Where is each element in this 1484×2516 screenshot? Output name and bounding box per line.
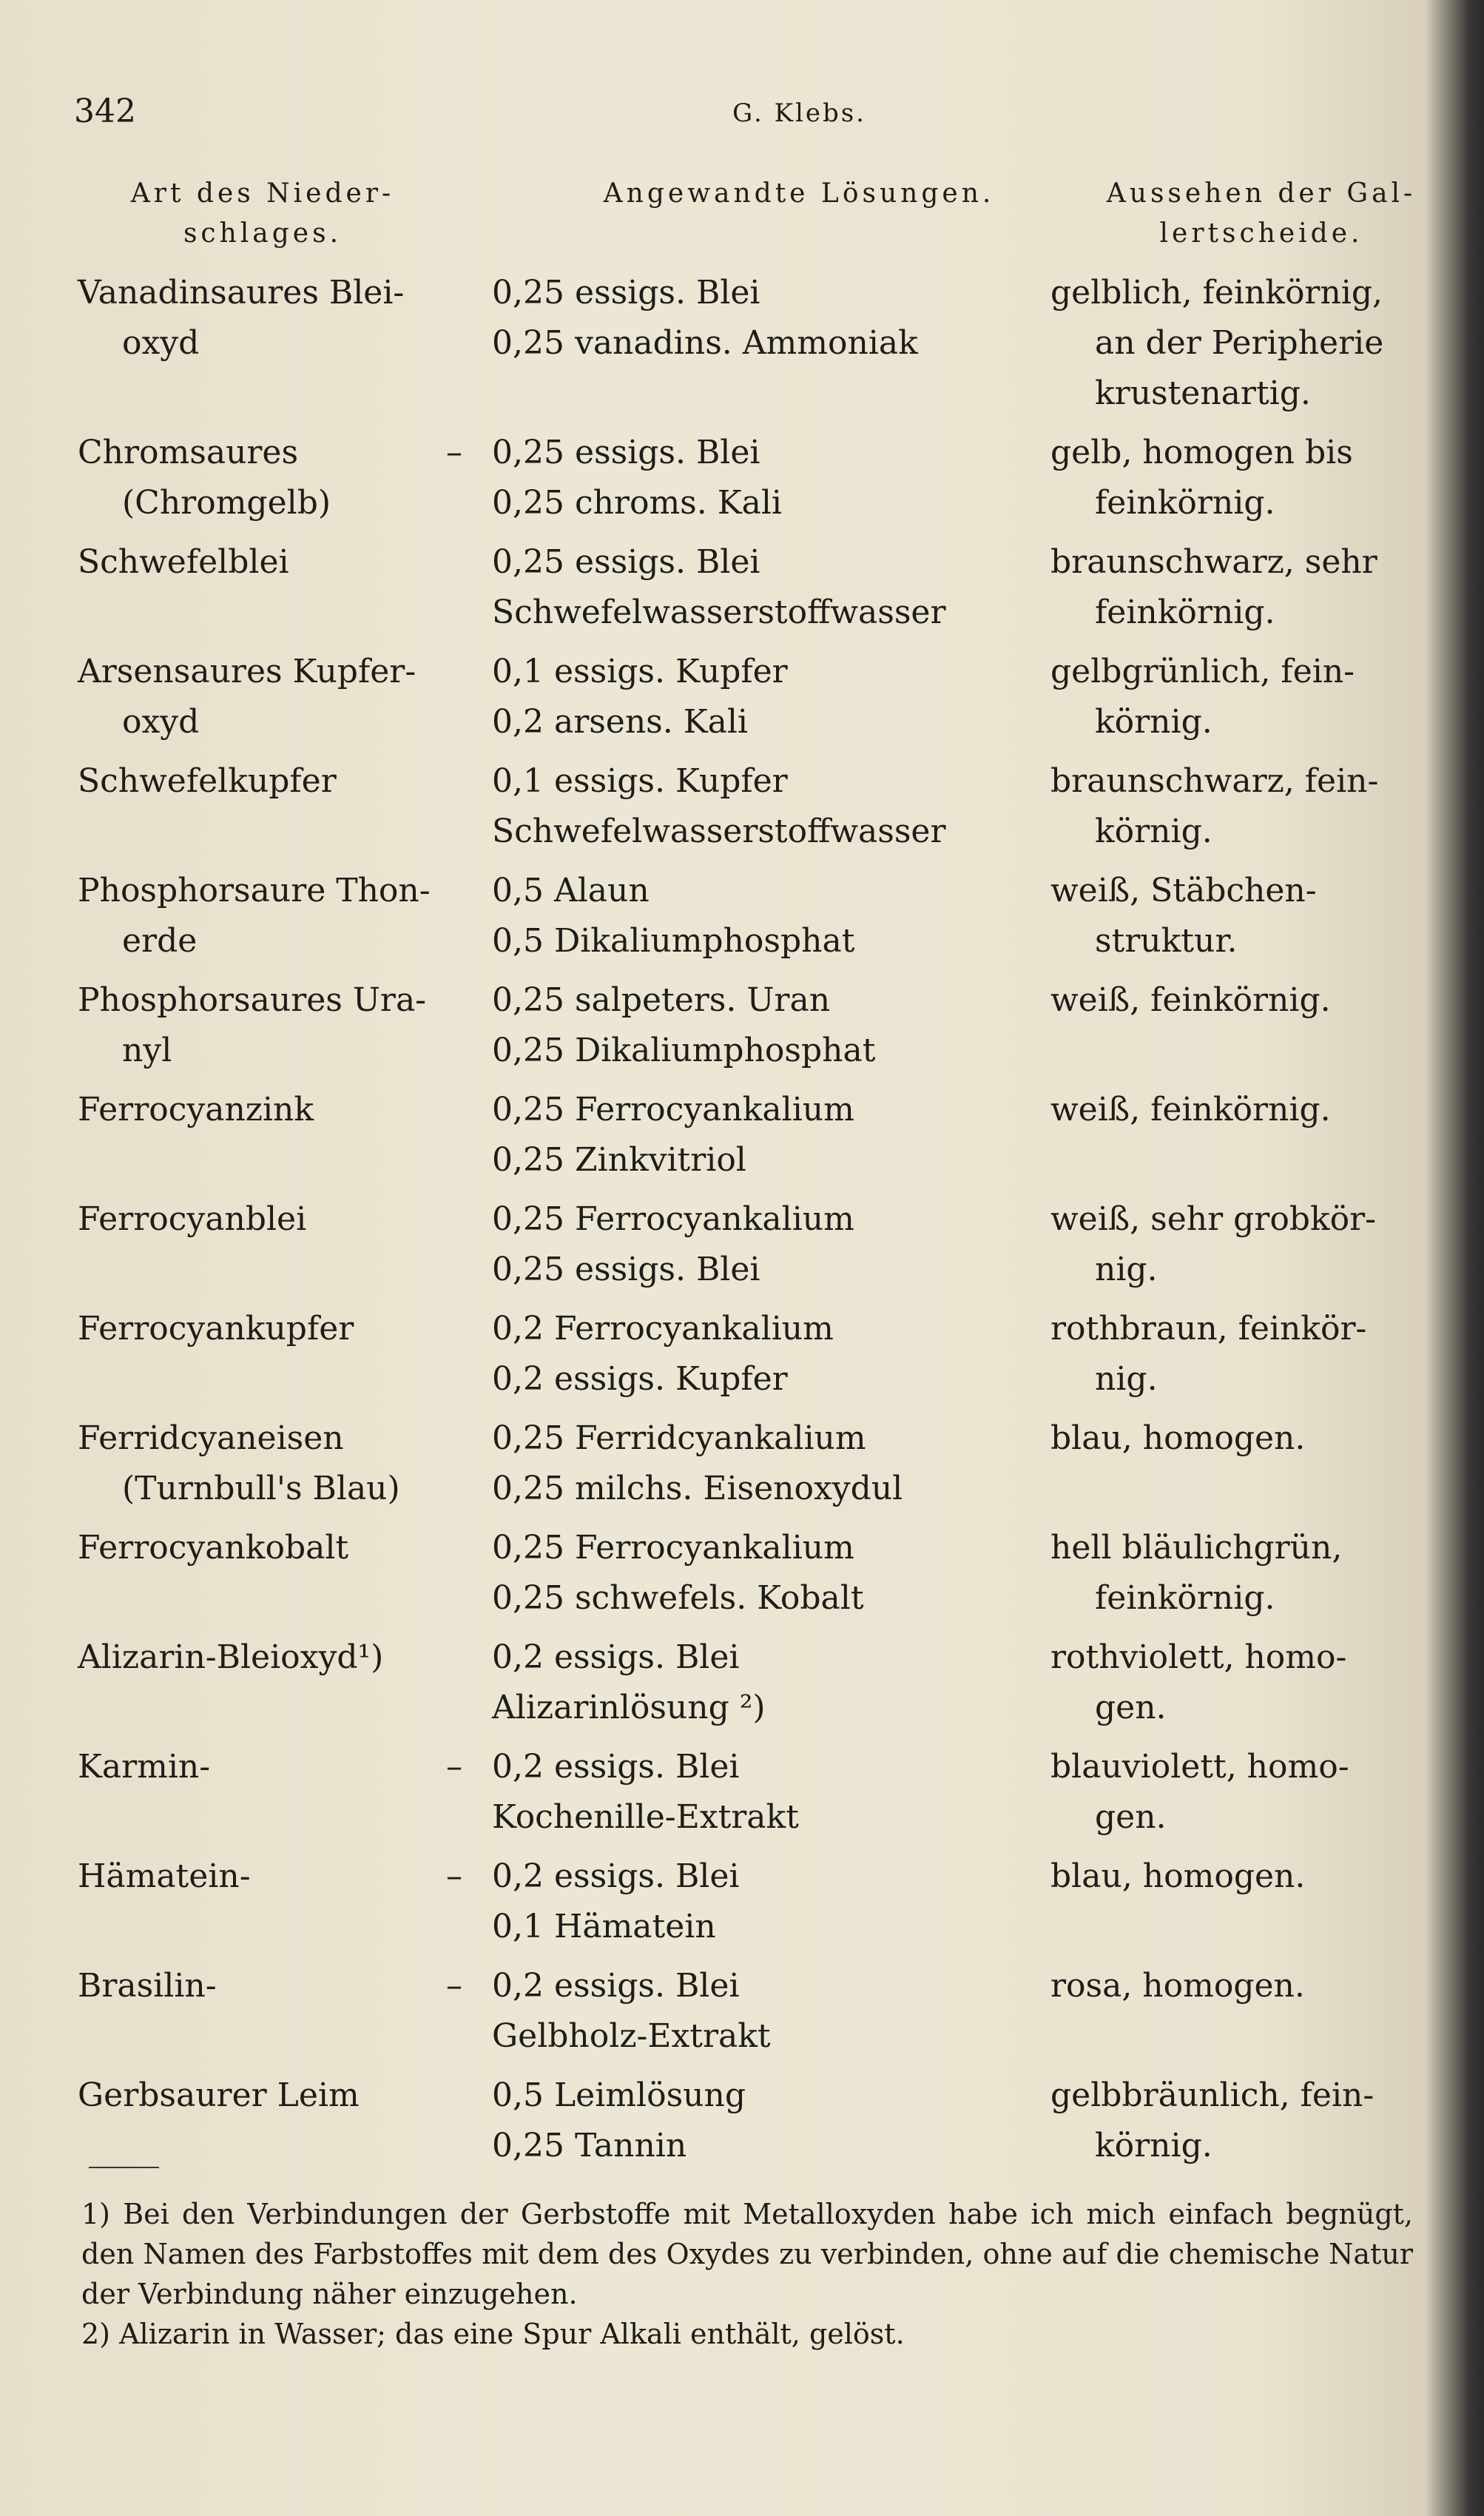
cell-line: 0,25 Ferrocyankalium xyxy=(492,1091,854,1128)
precipitate-cell xyxy=(78,428,462,528)
cell-line: 0,25 Dikaliumphosphat xyxy=(492,1032,876,1069)
cell-line: 0,1 Hämatein xyxy=(492,1908,716,1945)
column-header-precipitate xyxy=(74,174,451,254)
cell-line: 0,25 vanadins. Ammoniak xyxy=(492,324,918,362)
cell-line: Schwefelblei xyxy=(78,543,289,581)
column-header-solutions xyxy=(525,174,1073,214)
cell-line: gelbbräunlich, fein- xyxy=(1050,2076,1375,2114)
table-row xyxy=(78,1304,1403,1405)
cell-line: Phosphorsaure Thon- xyxy=(78,872,431,909)
cell-line: 0,5 Alaun xyxy=(492,872,650,909)
table-row xyxy=(78,647,1403,747)
cell-line: rothbraun, feinkör- xyxy=(1050,1310,1367,1348)
cell-line: 0,25 Ferrocyankalium xyxy=(492,1529,854,1567)
cell-line: oxyd xyxy=(122,703,200,741)
cell-line: 0,25 milchs. Eisenoxydul xyxy=(492,1470,903,1507)
cell-line: 0,2 essigs. Blei xyxy=(492,1748,740,1786)
cell-line: Alizarin-Bleioxyd¹) xyxy=(78,1638,384,1676)
cell-line: nyl xyxy=(122,1032,172,1069)
cell-line: Chromsaures xyxy=(78,434,299,471)
cell-line: gen. xyxy=(1095,1798,1167,1836)
precipitate-cell xyxy=(78,756,462,807)
table-row xyxy=(78,2071,1403,2171)
cell-line: 0,25 essigs. Blei xyxy=(492,543,760,581)
cell-line: 0,2 essigs. Kupfer xyxy=(492,1360,788,1398)
precipitate-cell xyxy=(78,647,462,747)
appearance-cell xyxy=(1050,866,1484,966)
precipitate-cell xyxy=(78,1961,462,2011)
cell-line: Gelbholz-Extrakt xyxy=(492,2017,771,2055)
appearance-cell xyxy=(1050,537,1484,638)
appearance-cell xyxy=(1050,975,1484,1026)
cell-line: oxyd xyxy=(122,324,200,362)
cell-line: Kochenille-Extrakt xyxy=(492,1798,799,1836)
cell-line: Ferrocyanzink xyxy=(78,1091,314,1128)
cell-line: 0,25 salpeters. Uran xyxy=(492,981,831,1019)
cell-line: Ferridcyaneisen xyxy=(78,1419,344,1457)
table-row xyxy=(78,537,1403,638)
solutions-cell xyxy=(492,1523,1054,1624)
cell-line: 0,25 Zinkvitriol xyxy=(492,1141,746,1179)
precipitate-cell xyxy=(78,866,462,966)
cell-line: Ferrocyankobalt xyxy=(78,1529,349,1567)
precipitate-cell xyxy=(78,1523,462,1573)
footnote-rule xyxy=(89,2167,159,2168)
solutions-cell xyxy=(492,1742,1054,1843)
solutions-cell xyxy=(492,268,1054,369)
cell-line: Karmin- xyxy=(78,1748,211,1786)
appearance-cell xyxy=(1050,647,1484,747)
table-row xyxy=(78,1632,1403,1733)
ditto-mark: – xyxy=(446,1967,462,2005)
table-row xyxy=(78,1851,1403,1952)
cell-line: 0,2 essigs. Blei xyxy=(492,1967,740,2005)
precipitate-cell xyxy=(78,2071,462,2121)
cell-line: feinkörnig. xyxy=(1095,484,1275,522)
cell-line: feinkörnig. xyxy=(1095,1579,1275,1617)
cell-line: gelb, homogen bis xyxy=(1050,434,1353,471)
column-headers xyxy=(74,174,1417,255)
cell-line: körnig. xyxy=(1095,2127,1213,2164)
cell-line: Alizarinlösung ²) xyxy=(492,1689,766,1726)
cell-line: weiß, feinkörnig. xyxy=(1050,981,1331,1019)
precipitate-cell xyxy=(78,1194,462,1245)
cell-line: rosa, homogen. xyxy=(1050,1967,1305,2005)
cell-line: Ferrocyanblei xyxy=(78,1200,307,1238)
cell-line: rothviolett, homo- xyxy=(1050,1638,1347,1676)
solutions-cell xyxy=(492,647,1054,747)
cell-line: erde xyxy=(122,922,198,960)
solutions-cell xyxy=(492,1085,1054,1185)
cell-line: weiß, Stäbchen- xyxy=(1050,872,1317,909)
ditto-mark: – xyxy=(446,1748,462,1786)
table-row xyxy=(78,975,1403,1076)
precipitate-cell xyxy=(78,1413,462,1514)
cell-line: 0,5 Leimlösung xyxy=(492,2076,746,2114)
column-header-line: lertscheide. xyxy=(1159,218,1363,249)
precipitate-cell xyxy=(78,1742,462,1792)
cell-line: (Chromgelb) xyxy=(122,484,331,522)
cell-line: gelblich, feinkörnig, xyxy=(1050,274,1383,312)
precipitate-cell xyxy=(78,1085,462,1135)
solutions-cell xyxy=(492,1194,1054,1295)
table-row xyxy=(78,268,1403,419)
column-header-line: Aussehen der Gal- xyxy=(1106,178,1417,209)
appearance-cell xyxy=(1050,1304,1484,1405)
table-row xyxy=(78,1961,1403,2062)
column-header-appearance xyxy=(1028,174,1484,254)
cell-line: 0,1 essigs. Kupfer xyxy=(492,653,788,690)
cell-line: 0,25 essigs. Blei xyxy=(492,1251,760,1288)
cell-line: 0,1 essigs. Kupfer xyxy=(492,762,788,800)
solutions-cell xyxy=(492,1632,1054,1733)
cell-line: 0,5 Dikaliumphosphat xyxy=(492,922,855,960)
cell-line: 0,25 Ferrocyankalium xyxy=(492,1200,854,1238)
cell-line: blauviolett, homo- xyxy=(1050,1748,1349,1786)
cell-line: struktur. xyxy=(1095,922,1238,960)
cell-line: hell bläulichgrün, xyxy=(1050,1529,1343,1567)
appearance-cell xyxy=(1050,1413,1484,1464)
cell-line: nig. xyxy=(1095,1251,1158,1288)
page-number: 342 xyxy=(74,92,136,130)
cell-line: Phosphorsaures Ura- xyxy=(78,981,427,1019)
cell-line: Brasilin- xyxy=(78,1967,217,2005)
cell-line: Schwefelkupfer xyxy=(78,762,337,800)
ditto-mark: – xyxy=(446,1857,462,1895)
appearance-cell xyxy=(1050,1194,1484,1295)
cell-line: 0,25 schwefels. Kobalt xyxy=(492,1579,864,1617)
appearance-cell xyxy=(1050,268,1484,419)
appearance-cell xyxy=(1050,1961,1484,2011)
appearance-cell xyxy=(1050,2071,1484,2171)
cell-line: weiß, sehr grobkör- xyxy=(1050,1200,1377,1238)
footnotes xyxy=(81,2194,1413,2354)
solutions-cell xyxy=(492,537,1054,638)
cell-line: Hämatein- xyxy=(78,1857,251,1895)
solutions-cell xyxy=(492,1413,1054,1514)
table-row xyxy=(78,1085,1403,1185)
precipitate-cell xyxy=(78,268,462,369)
solutions-cell xyxy=(492,2071,1054,2171)
appearance-cell xyxy=(1050,1632,1484,1733)
appearance-cell xyxy=(1050,1851,1484,1902)
precipitate-cell xyxy=(78,975,462,1076)
cell-line: Arsensaures Kupfer- xyxy=(78,653,416,690)
cell-line: Schwefelwasserstoffwasser xyxy=(492,813,946,850)
column-header-line: schlages. xyxy=(183,218,343,249)
table-row xyxy=(78,1194,1403,1295)
table-row xyxy=(78,1742,1403,1843)
cell-line: körnig. xyxy=(1095,703,1213,741)
cell-line: blau, homogen. xyxy=(1050,1857,1306,1895)
solutions-cell xyxy=(492,428,1054,528)
solutions-cell xyxy=(492,1851,1054,1952)
cell-line: 0,2 Ferrocyankalium xyxy=(492,1310,834,1348)
precipitate-cell xyxy=(78,1851,462,1902)
solutions-cell xyxy=(492,866,1054,966)
ditto-mark: – xyxy=(446,434,462,471)
table-row xyxy=(78,428,1403,528)
appearance-cell xyxy=(1050,756,1484,857)
cell-line: blau, homogen. xyxy=(1050,1419,1306,1457)
cell-line: braunschwarz, sehr xyxy=(1050,543,1377,581)
cell-line: gen. xyxy=(1095,1689,1167,1726)
precipitate-cell xyxy=(78,1304,462,1354)
appearance-cell xyxy=(1050,1523,1484,1624)
solutions-cell xyxy=(492,756,1054,857)
column-header-line: Angewandte Lösungen. xyxy=(603,178,995,209)
table-row xyxy=(78,1413,1403,1514)
solutions-cell xyxy=(492,1304,1054,1405)
cell-line: 0,25 essigs. Blei xyxy=(492,434,760,471)
precipitate-cell xyxy=(78,537,462,588)
cell-line: 0,2 essigs. Blei xyxy=(492,1857,740,1895)
solutions-cell xyxy=(492,975,1054,1076)
cell-line: körnig. xyxy=(1095,813,1213,850)
cell-line: 0,2 arsens. Kali xyxy=(492,703,748,741)
appearance-cell xyxy=(1050,428,1484,528)
cell-line: an der Peripherie xyxy=(1095,324,1384,362)
appearance-cell xyxy=(1050,1085,1484,1135)
cell-line: 0,25 Ferridcyankalium xyxy=(492,1419,866,1457)
running-head: G. Klebs. xyxy=(732,98,866,128)
appearance-cell xyxy=(1050,1742,1484,1843)
cell-line: Vanadinsaures Blei- xyxy=(78,274,405,312)
solutions-cell xyxy=(492,1961,1054,2062)
cell-line: weiß, feinkörnig. xyxy=(1050,1091,1331,1128)
page-header xyxy=(74,92,1403,137)
precipitate-cell xyxy=(78,1632,462,1683)
column-header-line: Art des Nieder- xyxy=(130,178,395,209)
cell-line: feinkörnig. xyxy=(1095,593,1275,631)
cell-line: Gerbsaurer Leim xyxy=(78,2076,360,2114)
cell-line: 0,2 essigs. Blei xyxy=(492,1638,740,1676)
footnote-2: 2) Alizarin in Wasser; das eine Spur Alkali enthält, gelöst. xyxy=(81,2318,905,2350)
table-row xyxy=(78,756,1403,857)
cell-line: krustenartig. xyxy=(1095,374,1311,412)
table-row xyxy=(78,866,1403,966)
cell-line: gelbgrünlich, fein- xyxy=(1050,653,1355,690)
cell-line: 0,25 Tannin xyxy=(492,2127,687,2164)
cell-line: 0,25 essigs. Blei xyxy=(492,274,760,312)
cell-line: (Turnbull's Blau) xyxy=(122,1470,400,1507)
footnote-1: 1) Bei den Verbindungen der Gerbstoffe mit Metalloxyden habe ich mich einfach begnügt, den Namen des Farbstoffes mit dem des Oxydes zu verbinden, ohne auf die chemische Natur der Verbindung näher einzugehen. xyxy=(81,2198,1413,2310)
cell-line: nig. xyxy=(1095,1360,1158,1398)
table-row xyxy=(78,1523,1403,1624)
cell-line: 0,25 chroms. Kali xyxy=(492,484,782,522)
cell-line: Ferrocyankupfer xyxy=(78,1310,354,1348)
cell-line: braunschwarz, fein- xyxy=(1050,762,1379,800)
cell-line: Schwefelwasserstoffwasser xyxy=(492,593,946,631)
